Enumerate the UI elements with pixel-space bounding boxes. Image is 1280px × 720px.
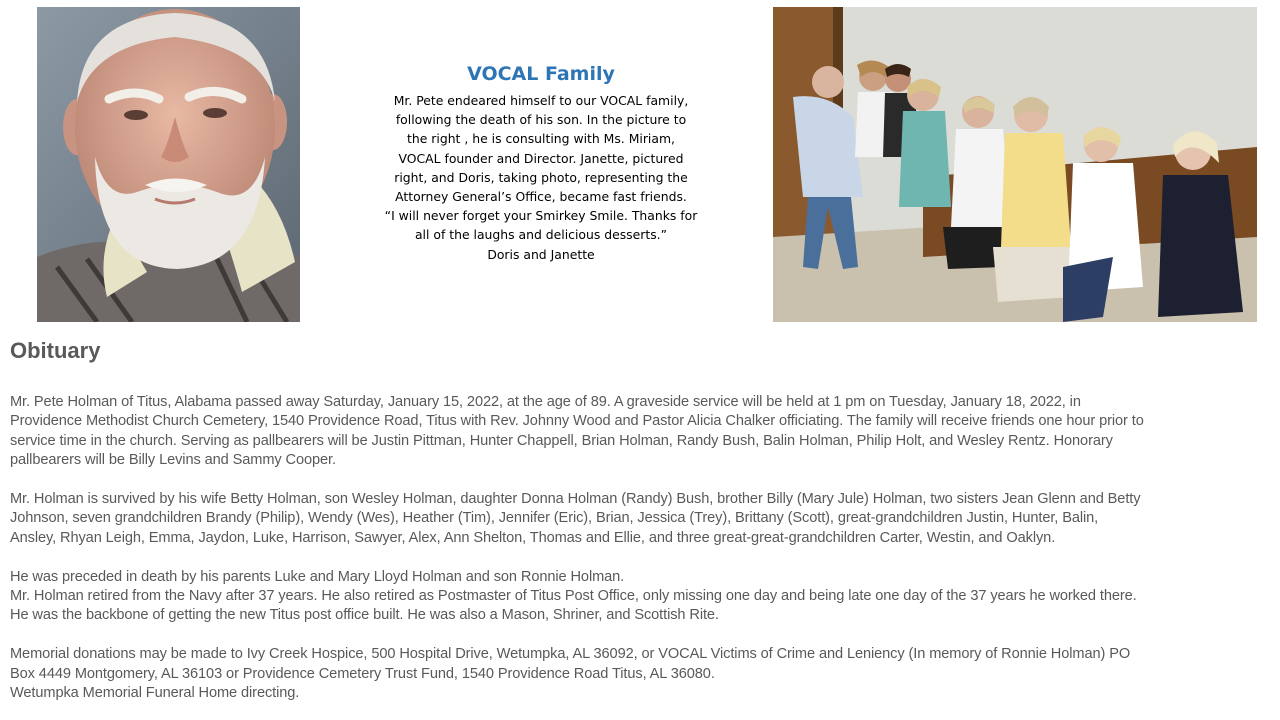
vocal-family-text xyxy=(372,91,710,264)
obituary-line: Memorial donations may be made to Ivy Creek Hospice, 500 Hospital Drive, Wetumpka, AL 36092, or VOCAL Victims of Crime and Leniency (In memory of Ronnie Holman) PO xyxy=(10,646,1131,663)
obituary-paragraph xyxy=(10,393,1275,471)
obituary-text xyxy=(10,393,1275,703)
vocal-line: following the death of his son. In the picture to xyxy=(395,112,687,128)
obituary-paragraph xyxy=(10,568,1275,626)
vocal-signature: Doris and Janette xyxy=(487,246,595,262)
obituary-line: Box 4449 Montgomery, AL 36103 or Providence Cemetery Trust Fund, 1540 Providence Road Titus, AL 36080. xyxy=(10,665,715,682)
vocal-line: VOCAL founder and Director. Janette, pictured xyxy=(398,150,684,166)
vocal-family-section xyxy=(372,62,710,264)
vocal-line: Mr. Pete endeared himself to our VOCAL family, xyxy=(393,93,689,108)
obituary-line: Mr. Pete Holman of Titus, Alabama passed away Saturday, January 15, 2022, at the age of 89. A graveside service will be held at 1 pm on Tuesday, January 18, 2022, in xyxy=(10,394,1081,410)
portrait-photo xyxy=(37,7,300,322)
obituary-paragraph xyxy=(10,490,1275,548)
vocal-line: the right , he is consulting with Ms. Miriam, xyxy=(407,131,675,147)
vocal-line: right, and Doris, taking photo, representing the xyxy=(394,169,688,185)
obituary-line: He was the backbone of getting the new Titus post office built. He was also a Mason, Shriner, and Scottish Rite. xyxy=(10,607,719,624)
vocal-line: “I will never forget your Smirkey Smile. Thanks for xyxy=(384,208,698,224)
obituary-line: Ansley, Rhyan Leigh, Emma, Jaydon, Luke, Harrison, Sawyer, Alex, Ann Shelton, Thomas and Ellie, and three great-great-grandchildren Carter, Westin, and Oaklyn. xyxy=(10,529,1056,546)
group-photo xyxy=(773,7,1257,322)
obituary-line: Johnson, seven grandchildren Brandy (Philip), Wendy (Wes), Heather (Tim), Jennifer (Eric), Brian, Jessica (Trey), Brittany (Scott), great-grandchildren Justin, Hunter, Balin, xyxy=(10,510,1099,527)
obituary-line: Mr. Holman retired from the Navy after 37 years. He also retired as Postmaster of Titus Post Office, only missing one day and being late one day of the 37 years he worked there. xyxy=(10,588,1137,605)
obituary-line: pallbearers will be Billy Levins and Sammy Cooper. xyxy=(10,452,336,469)
obituary-line: service time in the church. Serving as pallbearers will be Justin Pittman, Hunter Chappell, Brian Holman, Randy Bush, Balin Holman, Philip Holt, and Wesley Rentz. Honorary xyxy=(10,432,1113,449)
vocal-line: Attorney General’s Office, became fast friends. xyxy=(395,189,687,205)
obituary-line: Mr. Holman is survived by his wife Betty Holman, son Wesley Holman, daughter Donna Holman (Randy) Bush, brother Billy (Mary Jule) Holman, two sisters Jean Glenn and Betty xyxy=(10,491,1141,508)
obituary-line: Providence Methodist Church Cemetery, 1540 Providence Road, Titus with Rev. Johnny Wood and Pastor Alicia Chalker officiating. The family will receive friends one hour prior to xyxy=(10,413,1144,430)
obituary-paragraph xyxy=(10,645,1275,703)
obituary-line: Wetumpka Memorial Funeral Home directing. xyxy=(10,685,300,702)
vocal-line: all of the laughs and delicious desserts.” xyxy=(414,227,668,243)
obituary-line: He was preceded in death by his parents Luke and Mary Lloyd Holman and son Ronnie Holman. xyxy=(10,568,625,585)
obituary-heading: Obituary xyxy=(10,338,101,363)
vocal-family-title: VOCAL Family xyxy=(467,63,615,85)
